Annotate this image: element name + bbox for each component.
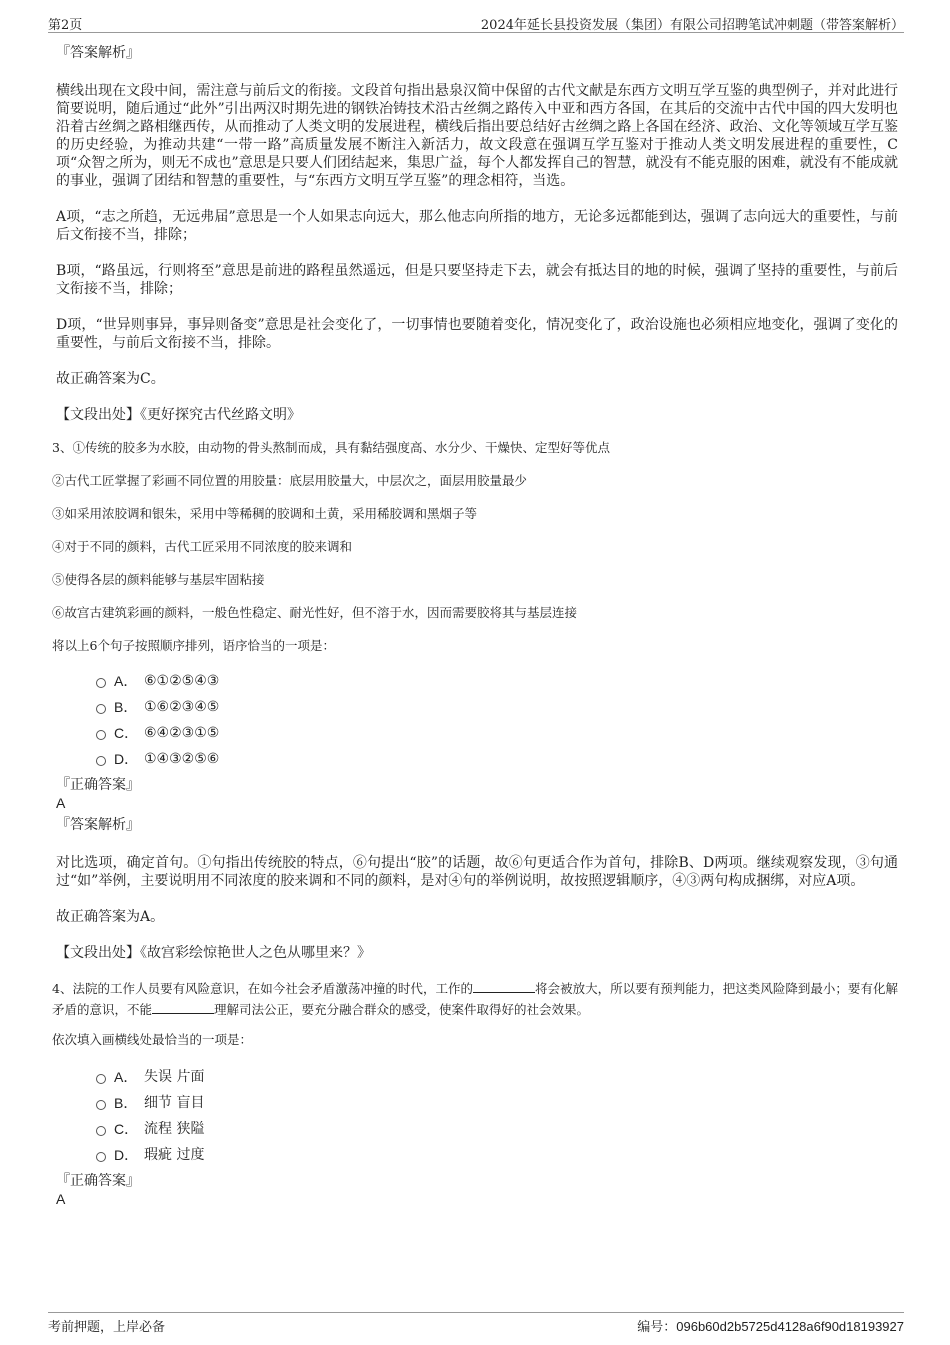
correct-answer-statement: 故正确答案为A。 — [56, 909, 165, 925]
option-d[interactable] — [96, 1142, 898, 1168]
option-list — [96, 668, 898, 772]
option-b[interactable] — [96, 694, 898, 720]
fill-blank — [152, 1001, 214, 1014]
option-letter: B． — [114, 1095, 138, 1111]
option-b-analysis: B项，“路虽远，行则将至”意思是前进的路程虽然遥远，但是只要坚持走下去，就会有抵达目的地的时候，强调了坚持的重要性，与前后文衔接不当，排除； — [56, 263, 898, 297]
radio-button[interactable] — [96, 678, 106, 688]
radio-button[interactable] — [96, 1100, 106, 1110]
analysis-heading: 『答案解析』 — [56, 817, 140, 833]
option-text: 瑕疵 过度 — [144, 1147, 205, 1163]
option-letter: D． — [114, 751, 139, 767]
option-text: 流程 狭隘 — [144, 1121, 205, 1137]
option-d[interactable] — [96, 746, 898, 772]
correct-answer-heading: 『正确答案』 — [56, 1173, 140, 1189]
option-letter: A． — [114, 673, 138, 689]
question-prompt: 依次填入画横线处最恰当的一项是： — [52, 1032, 253, 1047]
option-d-analysis: D项，“世异则事异，事异则备变”意思是社会变化了，一切事情也要随着变化，情况变化了，政治设施也必须相应地变化，强调了变化的重要性，与前后文衔接不当，排除。 — [56, 317, 898, 351]
radio-button[interactable] — [96, 1126, 106, 1136]
radio-button[interactable] — [96, 756, 106, 766]
option-text: ⑥④②③①⑤ — [144, 725, 220, 741]
source-note: 【文段出处】《故宫彩绘惊艳世人之色从哪里来？》 — [56, 945, 371, 961]
option-a[interactable] — [96, 1064, 898, 1090]
option-a[interactable] — [96, 668, 898, 694]
radio-button[interactable] — [96, 1152, 106, 1162]
question-text-part: 将会被放大，所以要有预判能力，把这类风险降到最小；要有化解矛盾的意识，不能 — [52, 981, 898, 1017]
question-sentence: ⑤使得各层的颜料能够与基层牢固粘接 — [52, 572, 265, 587]
page-header — [48, 12, 904, 33]
option-text: ⑥①②⑤④③ — [144, 673, 220, 689]
option-letter: D． — [114, 1147, 139, 1163]
analysis-heading: 『答案解析』 — [56, 45, 140, 61]
correct-answer-value: A — [56, 1191, 66, 1207]
option-text: 失误 片面 — [144, 1069, 205, 1085]
question-3 — [52, 440, 898, 962]
document-code: 编号：096b60d2b5725d4128a6f90d18193927 — [637, 1319, 904, 1334]
option-c[interactable] — [96, 1116, 898, 1142]
document-title: 2024年延长县投资发展（集团）有限公司招聘笔试冲刺题（带答案解析） — [480, 18, 904, 33]
option-c[interactable] — [96, 720, 898, 746]
analysis-text: 对比选项，确定首句。①句指出传统胶的特点，⑥句提出“胶”的话题，故⑥句更适合作为首句，排除B、D两项。继续观察发现，③句通过“如”举例，主要说明用不同浓度的胶来调和不同的颜料，是对④句的举例说明，故按照逻辑顺序，④③两句构成捆绑，对应A项。 — [56, 855, 898, 889]
option-b[interactable] — [96, 1090, 898, 1116]
option-text: 细节 盲目 — [144, 1095, 205, 1111]
question-text-part: 4、法院的工作人员要有风险意识，在如今社会矛盾激荡冲撞的时代，工作的 — [52, 981, 474, 996]
question-sentence: ②古代工匠掌握了彩画不同位置的用胶量：底层用胶量大，中层次之，面层用胶量最少 — [52, 473, 528, 488]
correct-answer-statement: 故正确答案为C。 — [56, 371, 165, 387]
page-footer — [48, 1312, 904, 1335]
option-list — [96, 1064, 898, 1168]
radio-button[interactable] — [96, 730, 106, 740]
question-sentence: 3、①传统的胶多为水胶，由动物的骨头熬制而成，具有黏结强度高、水分少、干燥快、定型好等优点 — [52, 440, 610, 455]
option-letter: C． — [114, 1121, 139, 1137]
question-sentence: ⑥故宫古建筑彩画的颜料，一般色性稳定、耐光性好，但不溶于水，因而需要胶将其与基层连接 — [52, 605, 578, 620]
fill-blank — [473, 980, 535, 993]
option-text: ①⑥②③④⑤ — [144, 699, 220, 715]
footer-slogan: 考前押题，上岸必备 — [48, 1320, 166, 1335]
radio-button[interactable] — [96, 1074, 106, 1084]
question-sentence: ④对于不同的颜料，古代工匠采用不同浓度的胶来调和 — [52, 539, 353, 554]
page-number: 第2页 — [48, 18, 83, 33]
question-4 — [52, 978, 898, 1208]
question-prompt: 将以上6个句子按照顺序排列，语序恰当的一项是： — [52, 638, 335, 653]
correct-answer-value: A — [56, 795, 66, 811]
analysis-text: 横线出现在文段中间，需注意与前后文的衔接。文段首句指出悬泉汉简中保留的古代文献是东西方文明互学互鉴的典型例子，并对此进行简要说明，随后通过“此外”引出两汉时期先进的钢铁冶铸技术沿古丝绸之路传入中亚和西方各国，在其后的交流中古代中国的四大发明也沿着古丝绸之路相继西传，从而推动了人类文明的发展进程，横线后指出要总结好古丝绸之路上各国在经济、政治、文化等领域互学互鉴的历史经验，为推动共建“一带一路”高质量发展不断注入新活力，故文段意在强调互学互鉴对于推动人类文明发展进程的重要性，C项“众智之所为，则无不成也”意思是只要人们团结起来，集思广益，每个人都发挥自己的智慧，就没有不能克服的困难，就没有不能成就的事业，强调了团结和智慧的重要性，与“东西方文明互学互鉴”的理念相符，当选。 — [56, 83, 898, 189]
correct-answer-heading: 『正确答案』 — [56, 777, 140, 793]
option-letter: C． — [114, 725, 139, 741]
question-sentence: ③如采用浓胶调和银朱，采用中等稀稠的胶调和土黄，采用稀胶调和黑烟子等 — [52, 506, 478, 521]
option-letter: B． — [114, 699, 138, 715]
question-text — [52, 978, 898, 1020]
option-text: ①④③②⑤⑥ — [144, 751, 220, 767]
question-text-part: 理解司法公正，要充分融合群众的感受，使案件取得好的社会效果。 — [214, 1002, 590, 1017]
option-letter: A． — [114, 1069, 138, 1085]
option-a-analysis: A项，“志之所趋，无远弗届”意思是一个人如果志向远大，那么他志向所指的地方，无论多远都能到达，强调了志向远大的重要性，与前后文衔接不当，排除； — [56, 209, 898, 243]
document-body — [52, 44, 898, 1208]
source-note: 【文段出处】《更好探究古代丝路文明》 — [56, 407, 301, 423]
radio-button[interactable] — [96, 704, 106, 714]
